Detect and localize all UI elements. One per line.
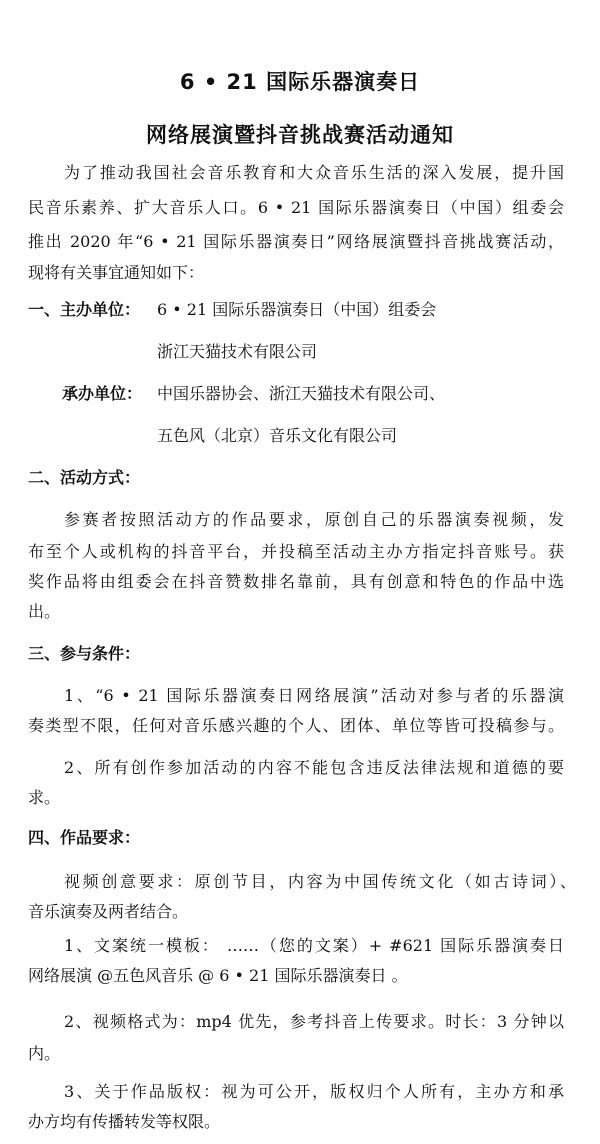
section2-line-1: 参赛者按照活动方的作品要求，原创自己的乐器演奏视频，发 — [64, 510, 564, 529]
host-line-1: 6 • 21 国际乐器演奏日（中国）组委会 — [157, 300, 437, 319]
section2-line-4: 出。 — [28, 602, 61, 621]
section4-p0-line-1: 视频创意要求：原创节目，内容为中国传统文化（如古诗词）、 — [64, 872, 576, 891]
section4-p3-line-1: 3、关于作品版权：视为可公开，版权归个人所有，主办方和承 — [64, 1082, 564, 1101]
section3-p1-line-2: 奏类型不限，任何对音乐感兴趣的个人、团体、单位等皆可投稿参与。 — [28, 716, 564, 735]
intro-line-2: 民音乐素养、扩大音乐人口。6 • 21 国际乐器演奏日（中国）组委会 — [28, 198, 564, 217]
intro-line-1: 为了推动我国社会音乐教育和大众音乐生活的深入发展，提升国 — [64, 163, 564, 182]
section4-p2-line-2: 内。 — [28, 1044, 61, 1063]
host-line-2: 浙江天猫技术有限公司 — [157, 342, 318, 361]
section3-heading: 三、参与条件： — [28, 644, 141, 663]
document-title-line1: 6 • 21 国际乐器演奏日 — [179, 70, 421, 94]
section3-p1-line-1: 1、“6 • 21 国际乐器演奏日网络展演”活动对参与者的乐器演 — [64, 686, 564, 705]
section4-p3-line-2: 办方均有传播转发等权限。 — [28, 1112, 221, 1131]
section3-p2-line-1: 2、所有创作参加活动的内容不能包含违反法律法规和道德的要 — [64, 758, 564, 777]
intro-line-4: 现将有关事宜通知如下： — [28, 263, 205, 282]
section2-line-3: 奖作品将由组委会在抖音赞数排名靠前，具有创意和特色的作品中选 — [28, 572, 564, 591]
section4-p0-line-2: 音乐演奏及两者结合。 — [28, 902, 189, 921]
section4-heading: 四、作品要求： — [28, 828, 141, 847]
document-title-line2: 网络展演暨抖音挑战赛活动通知 — [146, 123, 454, 147]
organizer-label: 承办单位： — [62, 384, 143, 403]
section2-heading: 二、活动方式： — [28, 468, 141, 487]
intro-line-3: 推出 2020 年“6 • 21 国际乐器演奏日”网络展演暨抖音挑战赛活动， — [28, 232, 564, 251]
organizer-line-1: 中国乐器协会、浙江天猫技术有限公司、 — [157, 384, 446, 403]
section2-line-2: 布至个人或机构的抖音平台，并投稿至活动主办方指定抖音账号。获 — [28, 542, 564, 561]
section1-heading: 一、主办单位： — [28, 300, 141, 319]
section4-p1-line-1: 1、文案统一模板： ……（您的文案）+ #621 国际乐器演奏日 — [64, 936, 564, 955]
section4-p1-line-2: 网络展演 @五色风音乐 @ 6 • 21 国际乐器演奏日 。 — [28, 966, 408, 985]
section3-p2-line-2: 求。 — [28, 788, 61, 807]
section4-p2-line-1: 2、视频格式为：mp4 优先，参考抖音上传要求。时长：3 分钟以 — [64, 1012, 564, 1031]
organizer-line-2: 五色风（北京）音乐文化有限公司 — [157, 426, 398, 445]
